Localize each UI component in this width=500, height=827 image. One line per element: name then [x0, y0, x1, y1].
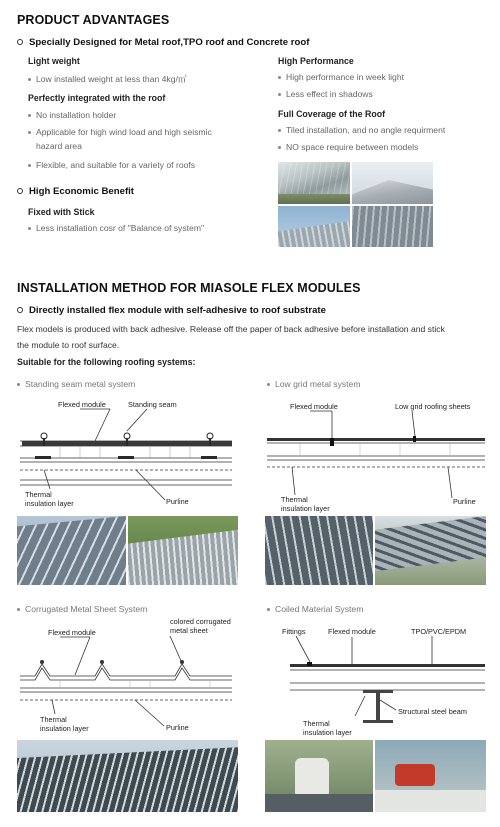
label-flexed-module: Flexed module [58, 400, 106, 409]
label-low-grid-sheets: Low grid roofing sheets [395, 402, 471, 411]
light-weight-item: Low installed weight at less than 4kg/㎡ [28, 73, 186, 85]
label-insulation-layer: insulation layer [25, 499, 74, 508]
label-thermal: Thermal [281, 495, 308, 504]
installation-subheading: Directly installed flex module with self-adhesive to roof substrate [17, 305, 326, 316]
system-title-lowgrid: Low grid metal system [267, 379, 361, 389]
fixed-item: Less installation cosr of "Balance of system" [28, 223, 204, 233]
subheading-specially-designed: Specially Designed for Metal roof,TPO roof and Concrete roof [17, 37, 309, 48]
high-performance-item: High performance in week light [278, 72, 404, 82]
high-performance-item: Less effect in shadows [278, 89, 373, 99]
label-fittings: Fittings [282, 627, 306, 636]
system-title-standing: Standing seam metal system [17, 379, 135, 389]
integrated-item: No installation holder [28, 110, 116, 120]
label-tpo-pvc-epdm: TPO/PVC/EPDM [411, 627, 467, 636]
installation-para-line1: Flex models is produced with back adhesive. Release off the paper of back adhesive before installation and stick [17, 324, 445, 334]
system-title-corrugated: Corrugated Metal Sheet System [17, 604, 147, 614]
label-insulation-layer: insulation layer [281, 504, 330, 513]
label-thermal: Thermal [40, 715, 67, 724]
label-flexed-module: Flexed module [328, 627, 376, 636]
advantages-title: PRODUCT ADVANTAGES [17, 13, 170, 27]
system-title-coiled: Coiled Material System [267, 604, 363, 614]
coverage-title: Full Coverage of the Roof [278, 109, 386, 119]
subheading-economic: High Economic Benefit [17, 186, 134, 197]
label-purline: Purline [453, 497, 476, 506]
photo-corrugated [17, 740, 238, 812]
label-colored-corrugated: colored corrugated [170, 617, 231, 626]
label-structural-steel-beam: Structural steel beam [398, 707, 467, 716]
label-flexed-module: Flexed module [290, 402, 338, 411]
photo-coiled-1 [265, 740, 373, 812]
high-performance-title: High Performance [278, 56, 354, 66]
label-metal-sheet: metal sheet [170, 626, 208, 635]
coverage-item: NO space require between models [278, 142, 418, 152]
label-purline: Purline [166, 497, 189, 506]
integrated-item: Flexible, and suitable for a variety of roofs [28, 160, 195, 170]
label-purline: Purline [166, 723, 189, 732]
label-standing-seam: Standing seam [128, 400, 177, 409]
label-thermal: Thermal [25, 490, 52, 499]
installation-para-line2: the module to roof surface. [17, 340, 120, 350]
integrated-item: Applicable for high wind load and high seismic [28, 127, 212, 137]
label-thermal: Thermal [303, 719, 330, 728]
integrated-title: Perfectly integrated with the roof [28, 93, 166, 103]
label-flexed-module: Flexed module [48, 628, 96, 637]
installation-title: INSTALLATION METHOD FOR MIASOLE FLEX MODULES [17, 281, 361, 295]
label-insulation-layer: insulation layer [40, 724, 89, 733]
suitable-heading: Suitable for the following roofing systems: [17, 357, 196, 367]
photo-coiled-2 [375, 740, 486, 812]
label-insulation-layer: insulation layer [303, 728, 352, 737]
light-weight-title: Light weight [28, 56, 80, 66]
integrated-item-cont: hazard area [36, 141, 82, 151]
coverage-item: Tiled installation, and no angle requirment [278, 125, 445, 135]
fixed-title: Fixed with Stick [28, 207, 95, 217]
